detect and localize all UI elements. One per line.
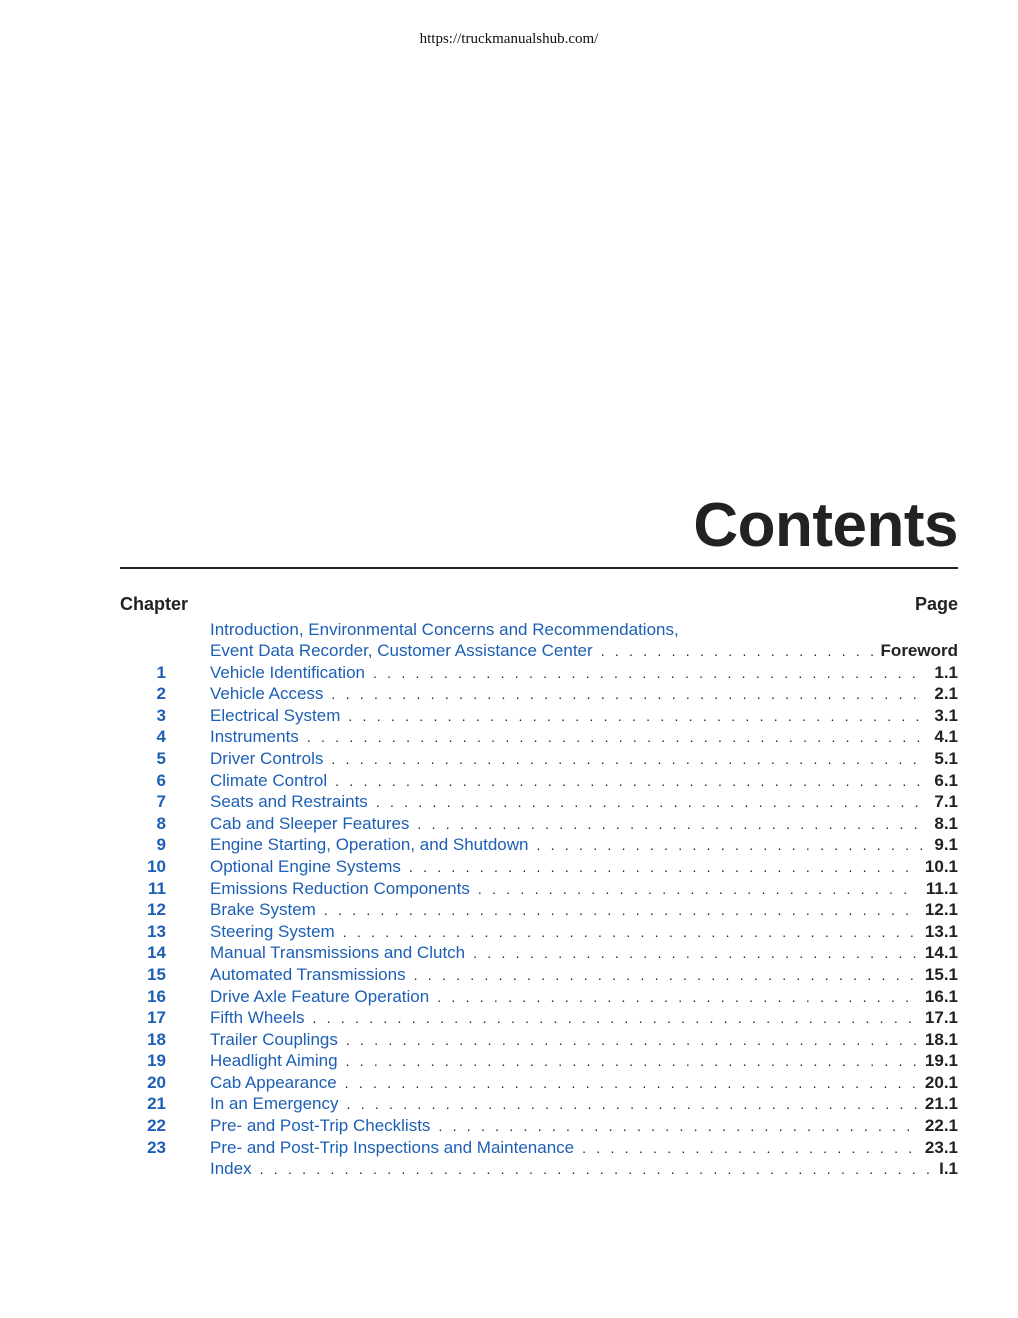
dot-leader — [324, 900, 917, 922]
toc-chapter-link[interactable]: In an Emergency — [210, 1094, 339, 1114]
toc-row — [120, 1029, 958, 1051]
toc-entry — [210, 770, 958, 793]
toc-chapter-number: 20 — [147, 1072, 166, 1092]
toc-rows — [120, 662, 958, 1180]
toc-chapter-link[interactable]: Electrical System — [210, 705, 341, 725]
dot-leader — [348, 706, 926, 728]
page-title: Contents — [693, 491, 958, 560]
toc-row — [120, 748, 958, 770]
toc-entry — [210, 662, 958, 685]
toc-chapter-number: 9 — [156, 835, 166, 855]
toc-chapter-number: 15 — [147, 964, 166, 984]
dot-leader — [331, 749, 926, 771]
toc-chapter-number: 4 — [156, 727, 166, 747]
toc-chapter-number: 13 — [147, 921, 166, 941]
dot-leader — [601, 641, 873, 663]
toc-entry — [210, 705, 958, 728]
toc-row — [120, 856, 958, 878]
toc-row — [120, 1137, 958, 1159]
toc-entry — [210, 1158, 958, 1181]
toc-row — [120, 942, 958, 964]
toc-chapter-link[interactable]: Instruments — [210, 727, 299, 747]
toc-chapter-number: 16 — [147, 986, 166, 1006]
toc-entry — [210, 640, 958, 663]
toc-row — [120, 1007, 958, 1029]
toc-chapter-number: 3 — [156, 705, 166, 725]
toc-chapter-link[interactable]: Driver Controls — [210, 748, 324, 768]
dot-leader — [437, 987, 917, 1009]
toc-entry — [210, 683, 958, 706]
toc-chapter-link[interactable]: Cab and Sleeper Features — [210, 813, 410, 833]
toc-row — [120, 705, 958, 727]
toc-page-ref: 6.1 — [934, 770, 958, 790]
toc-chapter-link[interactable]: Drive Axle Feature Operation — [210, 986, 430, 1006]
toc-page-ref: 2.1 — [934, 684, 958, 704]
toc-chapter-number: 1 — [156, 662, 166, 682]
toc-row — [120, 899, 958, 921]
toc-page-ref: I.1 — [939, 1159, 958, 1179]
toc-row — [120, 662, 958, 684]
toc-chapter-link[interactable]: Vehicle Identification — [210, 662, 365, 682]
toc-entry — [210, 1007, 958, 1030]
toc-chapter-number: 10 — [147, 856, 166, 876]
toc-chapter-number: 14 — [147, 943, 166, 963]
dot-leader — [478, 879, 918, 901]
dot-leader — [260, 1159, 932, 1181]
toc-entry — [210, 1093, 958, 1116]
toc-entry — [210, 856, 958, 879]
dot-leader — [376, 792, 927, 814]
toc-entry — [210, 1029, 958, 1052]
toc-intro-link-line2[interactable]: Event Data Recorder, Customer Assistance Center — [210, 641, 593, 660]
toc-chapter-number: 22 — [147, 1116, 166, 1136]
toc-row — [120, 726, 958, 748]
toc-chapter-link[interactable]: Pre- and Post-Trip Inspections and Maintenance — [210, 1137, 575, 1157]
toc-chapter-link[interactable]: Pre- and Post-Trip Checklists — [210, 1116, 431, 1136]
toc-entry — [210, 1115, 958, 1138]
toc-page-ref: Foreword — [880, 641, 958, 660]
page-column-header: Page — [914, 594, 958, 614]
toc-entry — [210, 921, 958, 944]
toc-entry — [210, 834, 958, 857]
toc-chapter-number: 17 — [147, 1008, 166, 1028]
chapter-column-header: Chapter — [120, 594, 189, 614]
toc-page-ref: 13.1 — [924, 921, 958, 941]
dot-leader — [345, 1073, 917, 1095]
toc-chapter-number: 8 — [156, 813, 166, 833]
toc-row — [120, 986, 958, 1008]
toc-page-ref: 5.1 — [934, 748, 958, 768]
toc-chapter-link[interactable]: Index — [210, 1159, 252, 1179]
dot-leader — [307, 727, 927, 749]
toc-chapter-link[interactable]: Vehicle Access — [210, 684, 324, 704]
toc-page-ref: 20.1 — [924, 1072, 958, 1092]
toc-page-ref: 22.1 — [924, 1116, 958, 1136]
toc-page-ref: 12.1 — [924, 900, 958, 920]
toc-page-ref: 18.1 — [924, 1029, 958, 1049]
toc-chapter-number: 11 — [148, 878, 166, 898]
toc-row — [120, 878, 958, 900]
page-url-header: https://truckmanualshub.com/ — [419, 31, 599, 47]
toc-page-ref: 14.1 — [924, 943, 958, 963]
dot-leader — [409, 857, 917, 879]
toc-page-ref: 11.1 — [925, 878, 958, 898]
toc-intro-link-line1[interactable]: Introduction, Environmental Concerns and Recommendations, — [210, 620, 679, 639]
toc-chapter-number: 7 — [156, 792, 166, 812]
toc-page-ref: 10.1 — [924, 856, 958, 876]
toc-chapter-link[interactable]: Trailer Couplings — [210, 1029, 338, 1049]
toc-page-ref: 9.1 — [934, 835, 958, 855]
toc-row — [120, 834, 958, 856]
toc-page-ref: 17.1 — [924, 1008, 958, 1028]
toc-chapter-number: 2 — [156, 684, 166, 704]
toc-chapter-number: 12 — [147, 900, 166, 920]
dot-leader — [582, 1138, 917, 1160]
toc-page-ref: 21.1 — [924, 1094, 958, 1114]
toc-entry — [210, 1137, 958, 1160]
toc-entry — [210, 878, 958, 901]
toc-page-ref: 7.1 — [934, 792, 958, 812]
toc-row — [120, 791, 958, 813]
table-of-contents — [120, 620, 958, 1180]
dot-leader — [335, 771, 926, 793]
dot-leader — [438, 1116, 916, 1138]
toc-page-ref: 23.1 — [924, 1137, 958, 1157]
toc-chapter-number: 5 — [156, 748, 166, 768]
toc-entry — [210, 813, 958, 836]
toc-row — [120, 1158, 958, 1180]
toc-row — [120, 964, 958, 986]
dot-leader — [417, 814, 926, 836]
toc-chapter-link[interactable]: Cab Appearance — [210, 1072, 337, 1092]
toc-entry — [210, 791, 958, 814]
title-divider — [120, 567, 958, 569]
toc-chapter-link[interactable]: Fifth Wheels — [210, 1008, 305, 1028]
toc-chapter-link[interactable]: Engine Starting, Operation, and Shutdown — [210, 835, 529, 855]
toc-page-ref: 16.1 — [924, 986, 958, 1006]
toc-page-ref: 4.1 — [934, 727, 958, 747]
toc-entry — [210, 1050, 958, 1073]
toc-entry — [210, 964, 958, 987]
toc-row — [120, 1093, 958, 1115]
dot-leader — [373, 663, 926, 685]
toc-row — [120, 813, 958, 835]
toc-entry — [210, 942, 958, 965]
toc-row — [120, 1050, 958, 1072]
toc-entry — [210, 748, 958, 771]
toc-chapter-link[interactable]: Brake System — [210, 900, 316, 920]
dot-leader — [473, 943, 917, 965]
dot-leader — [346, 1030, 917, 1052]
toc-chapter-link[interactable]: Climate Control — [210, 770, 328, 790]
dot-leader — [346, 1051, 917, 1073]
toc-intro-row — [120, 640, 958, 662]
toc-chapter-link[interactable]: Seats and Restraints — [210, 792, 368, 812]
toc-chapter-link[interactable]: Automated Transmissions — [210, 964, 406, 984]
toc-chapter-number: 21 — [147, 1094, 166, 1114]
dot-leader — [537, 835, 927, 857]
toc-row — [120, 770, 958, 792]
dot-leader — [343, 922, 917, 944]
toc-page-ref: 15.1 — [924, 964, 958, 984]
toc-chapter-link[interactable]: Emissions Reduction Components — [210, 878, 470, 898]
toc-page-ref: 1.1 — [934, 662, 958, 682]
toc-chapter-link[interactable]: Headlight Aiming — [210, 1051, 338, 1071]
toc-entry — [210, 1072, 958, 1095]
toc-chapter-number: 18 — [147, 1029, 166, 1049]
toc-page-ref: 19.1 — [924, 1051, 958, 1071]
toc-row — [120, 683, 958, 705]
toc-page-ref: 3.1 — [934, 705, 958, 725]
dot-leader — [414, 965, 917, 987]
toc-page-ref: 8.1 — [934, 813, 958, 833]
toc-entry — [210, 899, 958, 922]
toc-chapter-number: 23 — [147, 1137, 166, 1157]
dot-leader — [347, 1094, 917, 1116]
dot-leader — [312, 1008, 916, 1030]
toc-row — [120, 1072, 958, 1094]
toc-row — [120, 921, 958, 943]
toc-chapter-number: 6 — [156, 770, 166, 790]
toc-entry — [210, 986, 958, 1009]
toc-chapter-link[interactable]: Manual Transmissions and Clutch — [210, 943, 466, 963]
toc-entry — [210, 726, 958, 749]
toc-row — [120, 1115, 958, 1137]
toc-chapter-link[interactable]: Steering System — [210, 921, 335, 941]
toc-chapter-link[interactable]: Optional Engine Systems — [210, 856, 401, 876]
dot-leader — [331, 684, 926, 706]
toc-chapter-number: 19 — [147, 1051, 166, 1071]
